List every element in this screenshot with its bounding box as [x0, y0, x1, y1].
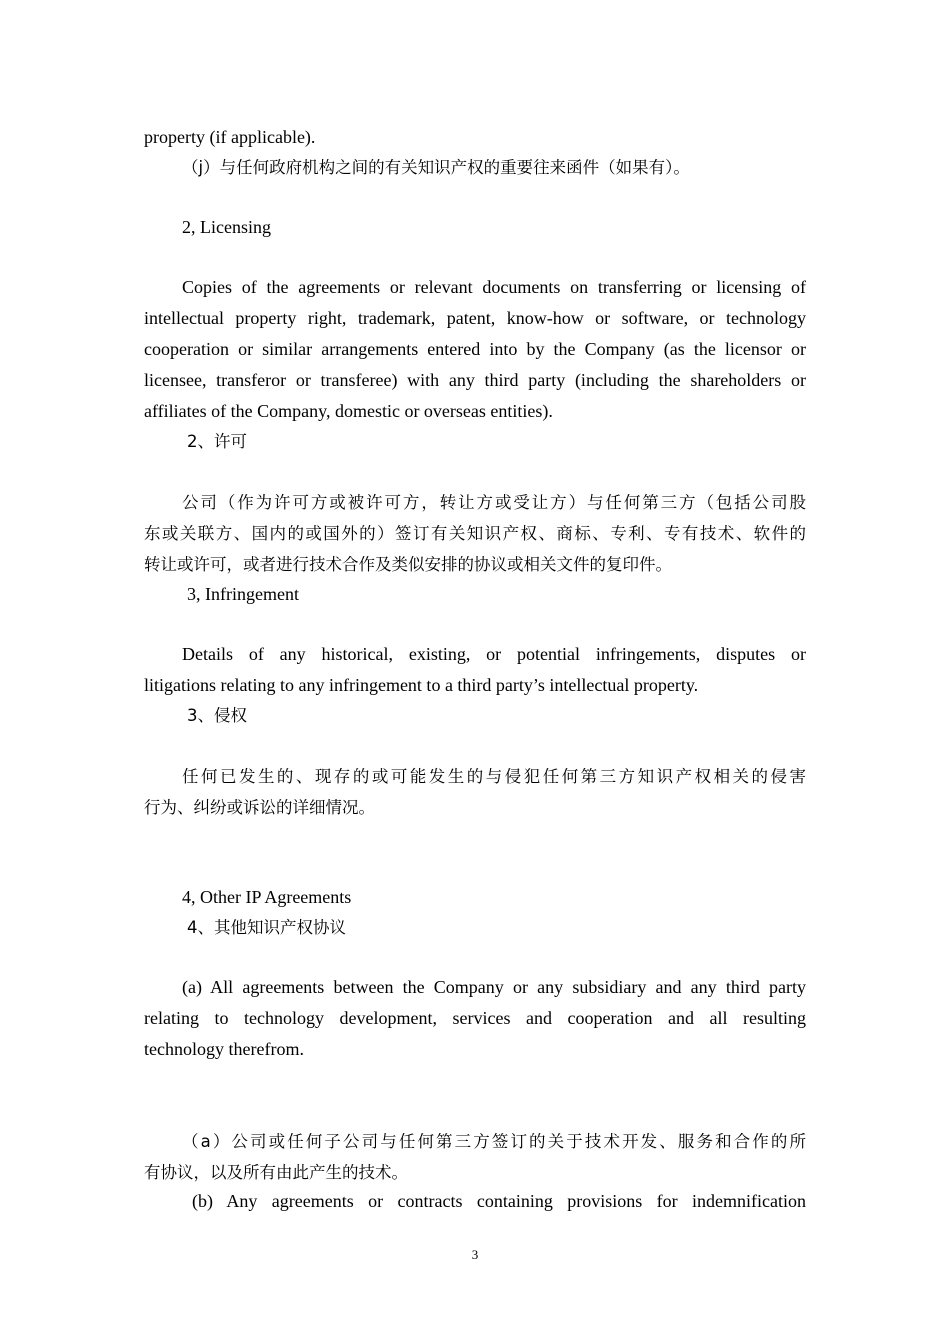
text-line: 任何已发生的、现存的或可能发生的与侵犯任何第三方知识产权相关的侵害 [182, 767, 806, 786]
text-line: （a）公司或任何子公司与任何第三方签订的关于技术开发、服务和合作的所 [182, 1132, 806, 1151]
text-line: Details of any historical, existing, or potential infringements, disputes or [182, 644, 806, 664]
text-line: 行为、纠纷或诉讼的详细情况。 [144, 798, 375, 817]
text-line: 转让或许可，或者进行技术合作及类似安排的协议或相关文件的复印件。 [144, 555, 672, 574]
page-number: 3 [471, 1247, 479, 1262]
section-heading-infringement-zh: 3、侵权 [187, 706, 247, 725]
text-line: litigations relating to any infringement to a third party’s intellectual property. [144, 675, 699, 695]
section-heading-licensing: 2, Licensing [182, 217, 271, 237]
section-heading-infringement: 3, Infringement [187, 584, 299, 604]
text-line: licensee, transferor or transferee) with any third party (including the shareholders or [144, 370, 806, 390]
text-line: Copies of the agreements or relevant documents on transferring or licensing of [182, 277, 806, 297]
text-line: relating to technology development, services and cooperation and all resulting [144, 1008, 806, 1028]
text-line: 公司（作为许可方或被许可方，转让方或受让方）与任何第三方（包括公司股 [182, 493, 806, 512]
section-heading-other-ip-zh: 4、其他知识产权协议 [187, 918, 346, 937]
text-line: (a) All agreements between the Company or any subsidiary and any third party [182, 977, 806, 997]
text-line: affiliates of the Company, domestic or overseas entities). [144, 401, 553, 421]
text-line: cooperation or similar arrangements entered into by the Company (as the licensor or [144, 339, 806, 359]
text-line: （j）与任何政府机构之间的有关知识产权的重要往来函件（如果有）。 [182, 158, 690, 177]
text-line: intellectual property right, trademark, patent, know-how or software, or technology [144, 308, 806, 328]
text-line: technology therefrom. [144, 1039, 304, 1059]
section-heading-other-ip: 4, Other IP Agreements [182, 887, 352, 907]
text-line: 有协议，以及所有由此产生的技术。 [144, 1163, 408, 1182]
text-line: property (if applicable). [144, 127, 316, 147]
section-heading-licensing-zh: 2、许可 [187, 432, 247, 451]
text-line: (b) Any agreements or contracts containing provisions for indemnification [192, 1191, 806, 1211]
text-line: 东或关联方、国内的或国外的）签订有关知识产权、商标、专利、专有技术、软件的 [144, 524, 806, 543]
